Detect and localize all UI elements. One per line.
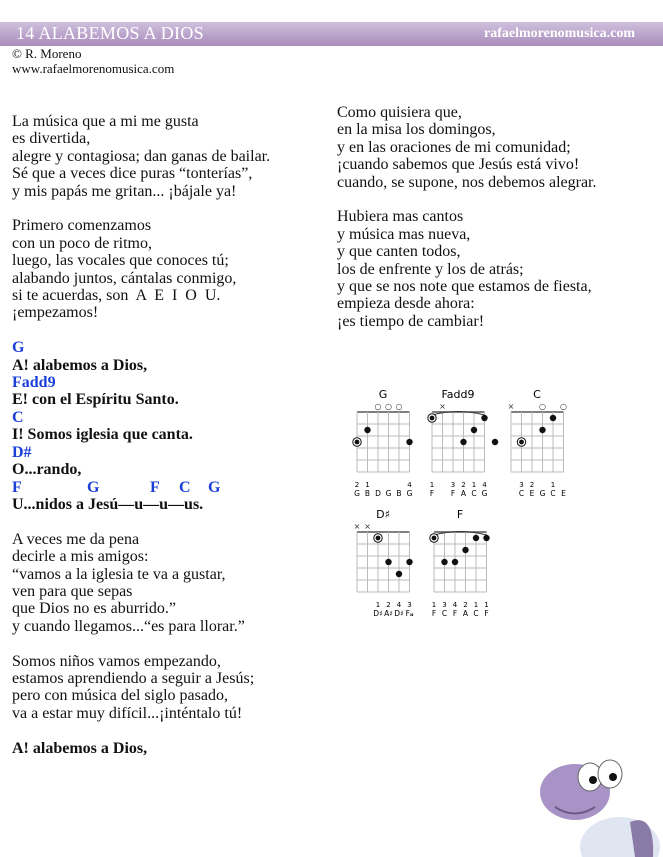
chord-diagram (508, 388, 567, 498)
open-string-icon: ○ (560, 402, 567, 411)
chord-label: F (12, 478, 22, 496)
stanza (12, 531, 270, 635)
lyric-line: con un poco de ritmo, (12, 234, 152, 252)
header-site-link[interactable]: rafaelmorenomusica.com (484, 26, 635, 41)
chord-diagram-name: C (533, 388, 541, 401)
finger-number: 2 (529, 481, 535, 489)
finger-dot (406, 439, 412, 445)
note-name: D♯ (394, 609, 404, 618)
chorus-line: O...rando, (12, 461, 82, 479)
chord-diagrams (340, 380, 600, 620)
finger-dot (396, 571, 402, 577)
header-bar (0, 22, 663, 46)
left-column (12, 113, 270, 757)
finger-number: 3 (519, 481, 524, 489)
website-link[interactable]: www.rafaelmorenomusica.com (12, 61, 175, 76)
chord-label: D# (12, 443, 32, 461)
note-name: G (385, 489, 392, 498)
finger-number: 4 (407, 481, 412, 489)
finger-number: 1 (550, 481, 556, 489)
finger-dot (550, 415, 556, 421)
finger-dot (460, 439, 466, 445)
chord-label: G (208, 478, 221, 496)
lyric-line: “vamos a la iglesia te va a gustar, (12, 565, 226, 583)
lyric-line: y mis papás me gritan... ¡bájale ya! (12, 182, 237, 200)
finger-dot (452, 559, 458, 565)
finger-number: 1 (375, 601, 381, 609)
finger-dot (481, 415, 487, 421)
lyric-line: es divertida, (12, 130, 91, 148)
lyric-line: ven para que sepas (12, 582, 133, 600)
lyric-line: y música mas nueva, (337, 225, 471, 243)
finger-number: 1 (473, 601, 479, 609)
lyric-line: ¡empezamos! (12, 304, 99, 322)
finger-number: 2 (461, 481, 466, 489)
note-name: C (441, 609, 448, 618)
finger-dot (364, 427, 370, 433)
note-name: E (561, 489, 566, 498)
chord-label: C (179, 478, 191, 496)
lyric-line: Como quisiera que, (337, 104, 462, 121)
chorus-line: U...nidos a Jesú—u—u—us. (12, 495, 204, 513)
final-line: A! alabemos a Dios, (12, 739, 148, 757)
chord-diagram-name: G (378, 388, 388, 401)
open-string-icon: ○ (385, 402, 392, 411)
note-name: A (462, 609, 469, 618)
stanza (12, 653, 270, 723)
chorus-line: A! alabemos a Dios, (12, 356, 148, 374)
note-name: D♯ (373, 609, 383, 618)
chord-diagram (428, 388, 498, 498)
lyric-line: pero con música del siglo pasado, (12, 687, 228, 705)
lyric-line: Primero comenzamos (12, 217, 152, 235)
chord-diagram (430, 508, 490, 618)
stanza (12, 113, 270, 200)
chord-label: Fadd9 (12, 374, 56, 392)
lyric-line: estamos aprendiendo a seguir a Jesús; (12, 669, 255, 687)
lyric-line: cuando, se supone, nos debemos alegrar. (337, 173, 597, 191)
finger-number: 1 (431, 601, 437, 609)
lyric-line: alegre y contagiosa; dan ganas de bailar. (12, 147, 271, 165)
muted-string-icon: × (439, 402, 446, 411)
muted-string-icon: × (353, 522, 361, 531)
muted-string-icon: × (507, 402, 515, 411)
chord-diagram-name: D♯ (376, 508, 390, 521)
finger-dot (539, 427, 545, 433)
finger-number: 1 (471, 481, 477, 489)
lyric-line: en la misa los domingos, (337, 121, 496, 139)
lyric-line: Sé que a veces dice puras “tonterías”, (12, 165, 253, 183)
stanza (12, 217, 270, 321)
note-name: F (429, 489, 435, 498)
chorus-line: I! Somos iglesia que canta. (12, 426, 193, 444)
lyric-line: decirle a mis amigos: (12, 548, 149, 566)
chorus-line: E! con el Espíritu Santo. (12, 391, 179, 409)
lyric-line: y cuando llegamos...“es para llorar.” (12, 617, 245, 635)
open-string-icon: ○ (374, 402, 382, 411)
finger-number: 1 (429, 481, 435, 489)
note-name: F (484, 609, 489, 618)
note-name: G (539, 489, 546, 498)
right-column (337, 104, 596, 348)
finger-number: 2 (354, 481, 360, 489)
finger-number: 3 (442, 601, 447, 609)
finger-number: 2 (463, 601, 468, 609)
finger-dot (406, 559, 412, 565)
note-name: E (529, 489, 535, 498)
lyric-line: ¡cuando sabemos que Jesús está vivo! (337, 156, 580, 174)
chord-label: G (87, 478, 100, 496)
chord-diagram (353, 388, 413, 498)
finger-number: 1 (484, 601, 489, 609)
lyric-line: La música que a mi me gusta (12, 113, 199, 130)
finger-number: 4 (452, 601, 458, 609)
note-name: G (406, 489, 413, 498)
lyric-line: A veces me da pena (12, 530, 140, 548)
finger-dot (385, 559, 391, 565)
lyric-line: empieza desde ahora: (337, 295, 475, 313)
finger-number: 4 (396, 601, 402, 609)
lyric-line: y en las oraciones de mi comunidad; (337, 138, 571, 156)
mascot-illustration (535, 752, 663, 857)
lyric-line: que Dios no es aburrido.” (12, 600, 176, 618)
finger-dot (492, 439, 498, 445)
note-name: A (460, 489, 467, 498)
finger-number: 3 (450, 481, 456, 489)
note-name: F𝄪 (405, 609, 414, 618)
finger-number: 1 (365, 481, 370, 489)
lyric-line: va a estar muy difícil...¡inténtalo tú! (12, 704, 243, 722)
finger-number: 4 (482, 481, 487, 489)
open-string-icon: ○ (395, 402, 403, 411)
chord-diagram-name: F (456, 508, 464, 521)
note-name: F (431, 609, 437, 618)
note-name: F (450, 489, 456, 498)
stanza (337, 104, 596, 191)
chord-label: F (150, 478, 160, 496)
note-name: G (354, 489, 360, 498)
lyric-line: ¡es tiempo de cambiar! (337, 312, 485, 330)
note-name: B (364, 489, 371, 498)
credits (12, 46, 174, 76)
lyric-line: los de enfrente y los de atrás; (337, 260, 524, 278)
note-name: A♯ (384, 609, 393, 618)
finger-number: 3 (407, 601, 412, 609)
chord-diagram (354, 508, 414, 618)
lyric-line: luego, las vocales que conoces tú; (12, 252, 229, 270)
note-name: C (550, 489, 556, 498)
chord-label: C (12, 408, 24, 426)
finger-number: 2 (386, 601, 391, 609)
finger-dot (471, 427, 477, 433)
lyric-line: y que canten todos, (337, 243, 461, 261)
finger-dot (473, 535, 479, 541)
chord-diagram-name: Fadd9 (441, 388, 475, 401)
stanza (337, 208, 596, 330)
song-title: 14 ALABEMOS A DIOS (16, 23, 204, 43)
lyric-line: y que se nos note que estamos de fiesta, (337, 278, 592, 296)
chorus (12, 339, 270, 513)
author: © R. Moreno (12, 46, 82, 61)
muted-string-icon: × (364, 522, 371, 531)
lyric-line: Hubiera mas cantos (337, 208, 464, 226)
chord-line (12, 479, 270, 496)
note-name: D (375, 489, 381, 498)
open-string-icon: ○ (539, 402, 546, 411)
note-name: G (481, 489, 488, 498)
note-name: F (452, 609, 458, 618)
finger-dot (462, 547, 468, 553)
lyric-line: Somos niños vamos empezando, (12, 652, 221, 670)
note-name: C (471, 489, 477, 498)
finger-dot (441, 559, 447, 565)
finger-dot (483, 535, 489, 541)
chord-label: G (12, 339, 25, 357)
note-name: C (473, 609, 479, 618)
note-name: B (396, 489, 402, 498)
note-name: C (518, 489, 525, 498)
lyric-line: si te acuerdas, son A E I O U. (12, 287, 221, 305)
lyric-line: alabando juntos, cántalas conmigo, (12, 269, 237, 287)
